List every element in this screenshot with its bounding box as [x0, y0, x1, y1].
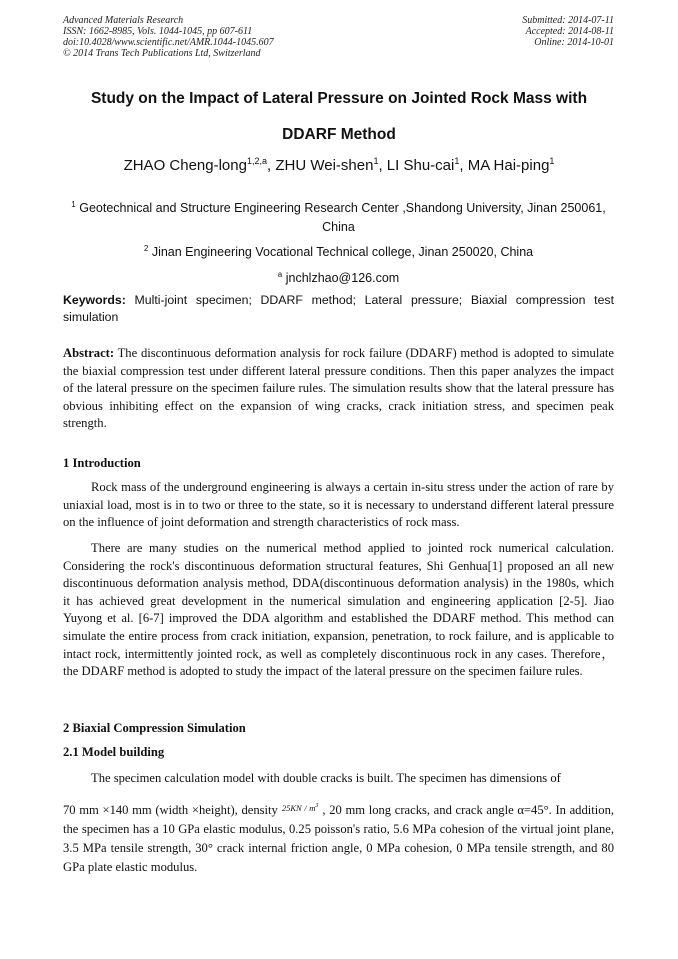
submitted-date: Submitted: 2014-07-11	[522, 15, 614, 26]
journal-header	[63, 15, 274, 59]
intro-paragraph-1: Rock mass of the underground engineering is always a certain in-situ stress under the action of rare by uniaxial load, most is in to two or three to the state, so it is necessary to understand different lateral pressure on the influence of joint deformation and strength characteristics of rock mass.	[63, 480, 614, 530]
model-paragraph-line1: The specimen calculation model with double cracks is built. The specimen has dimensions of	[91, 771, 561, 785]
keywords-label: Keywords:	[63, 293, 126, 307]
paper-title-line2: DDARF Method	[282, 126, 396, 143]
abstract-text: The discontinuous deformation analysis for rock failure (DDARF) method is adopted to simulate the biaxial compression test under different lateral pressure conditions. Then this paper analyzes the impact of the lateral pressure on the specimen failure rules. The simulation results show that the lateral pressure has obvious inhibiting effect on the expansion of wing cracks, crack initiation stress, and specimen peak strength.	[63, 346, 614, 431]
abstract-label: Abstract:	[63, 346, 115, 360]
section-heading-introduction: 1 Introduction	[63, 456, 141, 470]
author: ZHAO Cheng-long$^{1,2,a}$,	[123, 156, 276, 174]
copyright-line: © 2014 Trans Tech Publications Ltd, Switzerland	[63, 48, 261, 59]
accepted-date: Accepted: 2014-08-11	[525, 26, 614, 37]
author-email[interactable]: $^a$ jnchlzhao@126.com	[277, 270, 400, 286]
density-formula: 25KN / m3	[281, 802, 319, 813]
paper-title-line1: Study on the Impact of Lateral Pressure on Jointed Rock Mass with	[90, 90, 588, 107]
journal-name: Advanced Materials Research	[63, 15, 184, 26]
affiliation-2: $^2$ Jinan Engineering Vocational Technical college, Jinan 250020, China	[143, 244, 534, 260]
author: LI Shu-cai$^1$,	[386, 156, 468, 174]
section-heading-biaxial: 2 Biaxial Compression Simulation	[63, 721, 246, 735]
keywords	[63, 292, 614, 326]
intro-paragraph-2: There are many studies on the numerical method applied to jointed rock numerical calculation. Considering the rock's discontinuous deformation structural features, Shi Genhua[1] proposed an all new discontinuous deformation analysis method, DDA(discontinuous deformation analysis) in the 1980s, which it has achieved great development in the numerical simulation and engineering application [2-5]. Jiao Yuyong et al. [6-7] improved the DDA algorithm and established the DDARF method. This method can simulate the entire process from crack initiation, expansion, penetration, to rock failure, and is applicable to intact rock, intermittently jointed rock, as well as completely discontinuous rock in any cases. Therefore，the DDARF method is adopted to study the impact of the lateral pressure on the specimen failure rules.	[63, 541, 614, 679]
author: MA Hai-ping$^1$	[467, 156, 555, 174]
affiliation-1: $^1$ Geotechnical and Structure Engineering Research Center ,Shandong University, Jinan 250061, China	[71, 200, 606, 235]
online-date: Online: 2014-10-01	[534, 37, 614, 48]
author: ZHU Wei-shen$^1$,	[275, 156, 387, 174]
abstract	[63, 345, 614, 433]
doi-line[interactable]: doi:10.4028/www.scientific.net/AMR.1044-1045.607	[63, 37, 274, 48]
author-list	[40, 156, 638, 174]
dates-header	[522, 15, 614, 48]
subsection-heading-model: 2.1 Model building	[63, 745, 165, 759]
issn-line: ISSN: 1662-8985, Vols. 1044-1045, pp 607-611	[63, 26, 253, 37]
keywords-text: Multi-joint specimen; DDARF method; Lateral pressure; Biaxial compression test simulation	[63, 293, 614, 324]
model-paragraph: 70 mm ×140 mm (width ×height), density $^{25KN / m^3}$ , 20 mm long cracks, and crack angle α=45°. In addition, the specimen has a 10 GPa elastic modulus, 0.25 poisson's ratio, 5.6 MPa cohesion of the virtual joint plane, 3.5 MPa tensile strength, 30° crack internal friction angle, 0 MPa cohesion, 0 MPa tensile strength, and 80 GPa plate elastic modulus.	[63, 802, 615, 874]
